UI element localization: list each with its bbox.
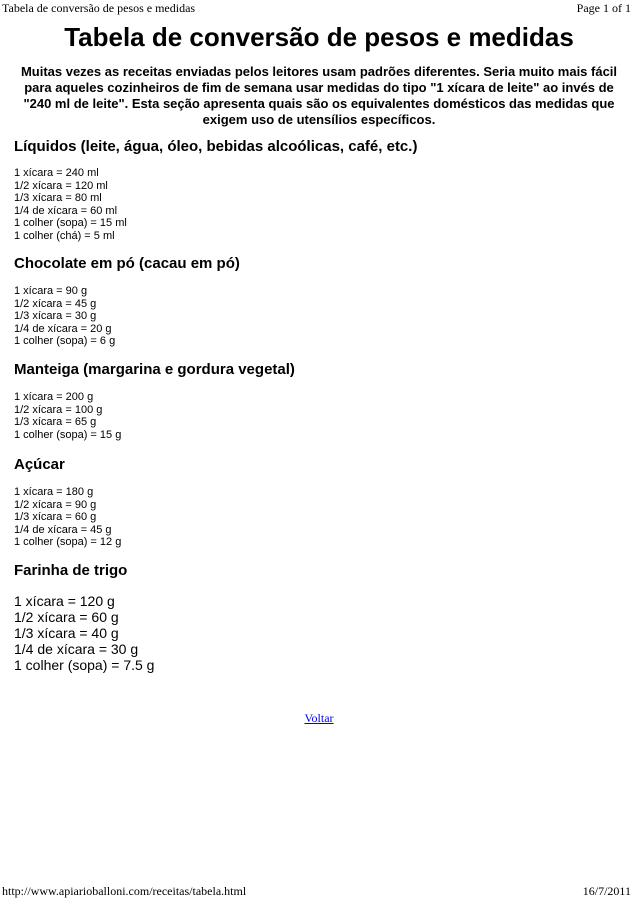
list-farinha [14, 593, 154, 673]
list-item: 1 colher (sopa) = 6 g [14, 335, 116, 348]
back-link[interactable]: Voltar [304, 711, 334, 725]
list-item: 1/3 xícara = 30 g [14, 310, 97, 323]
list-item: 1/3 xícara = 60 g [14, 511, 97, 524]
list-item: 1/4 de xícara = 20 g [14, 322, 112, 335]
list-item: 1 xícara = 90 g [14, 285, 88, 297]
list-item: 1 xícara = 240 ml [14, 167, 99, 179]
list-item: 1 colher (sopa) = 15 g [14, 428, 122, 441]
list-chocolate [14, 285, 115, 348]
list-item: 1/3 xícara = 40 g [14, 625, 119, 641]
list-item: 1/4 de xícara = 45 g [14, 523, 112, 536]
section-heading-farinha: Farinha de trigo [14, 562, 128, 579]
list-acucar [14, 486, 121, 549]
list-item: 1/2 xícara = 45 g [14, 297, 97, 310]
list-manteiga [14, 391, 121, 441]
list-item: 1 colher (chá) = 5 ml [14, 229, 115, 242]
print-footer-date: 16/7/2011 [582, 884, 631, 898]
list-item: 1/4 de xícara = 30 g [14, 641, 139, 657]
list-item: 1 colher (sopa) = 15 ml [14, 217, 127, 230]
print-header [0, 0, 638, 16]
section-heading-chocolate: Chocolate em pó (cacau em pó) [14, 255, 240, 272]
print-header-title: Tabela de conversão de pesos e medidas [2, 1, 196, 15]
print-header-page: Page 1 of 1 [576, 1, 631, 15]
list-item: 1/4 de xícara = 60 ml [14, 204, 118, 217]
list-item: 1 xícara = 200 g [14, 391, 94, 403]
section-heading-manteiga: Manteiga (margarina e gordura vegetal) [14, 361, 295, 378]
section-heading-acucar: Açúcar [14, 456, 65, 473]
list-item: 1/2 xícara = 90 g [14, 498, 97, 511]
list-item: 1/2 xícara = 60 g [14, 609, 119, 625]
list-item: 1 xícara = 180 g [14, 486, 94, 498]
list-item: 1 colher (sopa) = 12 g [14, 536, 122, 549]
list-item: 1/3 xícara = 65 g [14, 416, 97, 429]
list-item: 1/2 xícara = 120 ml [14, 179, 108, 192]
section-heading-liquidos: Líquidos (leite, água, óleo, bebidas alcoólicas, café, etc.) [14, 138, 418, 155]
intro-paragraph: Muitas vezes as receitas enviadas pelos leitores usam padrões diferentes. Seria muito mais fácil para aqueles cozinheiros de fim de semana usar medidas do tipo "1 xícara de leite" ao invés de "240 ml de leite". Esta seção apresenta quais são os equivalentes domésticos das medidas que exigem uso de utensílios específicos. [20, 64, 618, 127]
print-footer [0, 883, 638, 899]
page-title: Tabela de conversão de pesos e medidas [64, 22, 574, 52]
print-footer-url: http://www.apiarioballoni.com/receitas/tabela.html [2, 884, 247, 898]
back-link-container [0, 710, 638, 726]
list-item: 1 colher (sopa) = 7.5 g [14, 657, 155, 673]
list-item: 1 xícara = 120 g [14, 593, 115, 609]
list-liquidos [14, 167, 127, 243]
list-item: 1/3 xícara = 80 ml [14, 192, 102, 205]
list-item: 1/2 xícara = 100 g [14, 403, 103, 416]
